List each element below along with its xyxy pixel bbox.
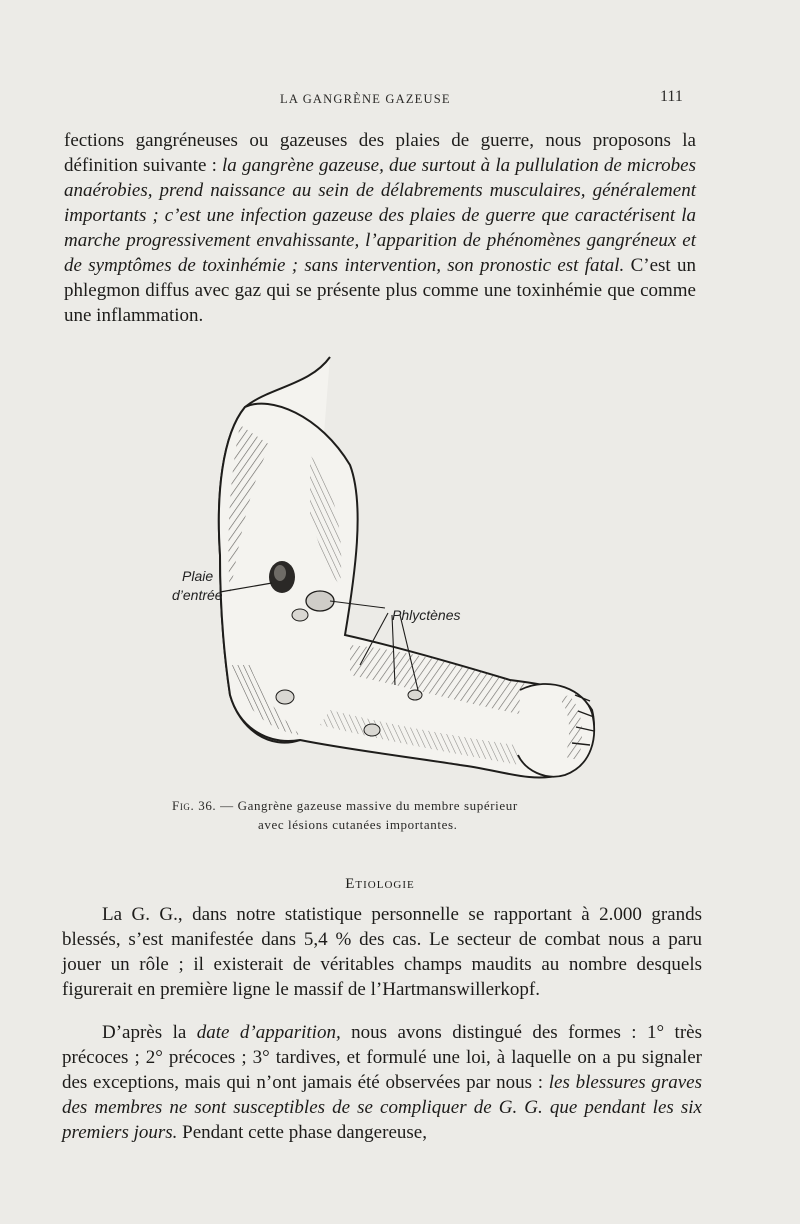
paragraph-onset: [62, 1020, 702, 1145]
caption-number: Fig. 36.: [172, 798, 217, 813]
page-number: 111: [660, 88, 683, 105]
paragraph-definition-italic: la gangrène gazeuse, due surtout à la pullulation de microbes anaérobies, prend naissance au sein de délabrements musculaires, généralement importants ; c’est une infection gazeuse des plaies de guerre que caractérisent la marche progressivement envahissante, l’apparition de phénomènes gangréneux et de symptômes de toxinhémie ; sans intervention, son pronostic est fatal.: [64, 155, 696, 276]
blister-1: [306, 591, 334, 611]
paragraph-onset-italic-1: date d’apparition,: [196, 1022, 341, 1043]
paragraph-statistics: La G. G., dans notre statistique personnelle se rapportant à 2.000 grands blessés, s’est manifestée dans 5,4 % des cas. Le secteur de combat nous a paru jouer un rôle ; il existerait de véritables champs maudits au nombre desquels figurerait en première ligne le massif de l’Hartmanswillerkopf.: [62, 904, 702, 1000]
label-wound-line1: Plaie: [182, 568, 214, 584]
paragraph-definition-text-1: fections gangréneuses ou gazeuses des plaies de guerre, nous proposons la définition suivante :: [64, 130, 696, 176]
blister-4: [364, 724, 380, 736]
running-head: LA GANGRÈNE GAZEUSE: [280, 92, 451, 106]
paragraph-onset-text-1: D’après la: [102, 1022, 197, 1043]
figure-arm-illustration: [160, 345, 620, 795]
paragraph-onset-text-2: nous avons distingué des formes : 1° très précoces ; 2° précoces ; 3° tardives, et formulé une loi, à laquelle on a pu signaler des exceptions, mais qui n’ont jamais été observées par nous :: [62, 1022, 702, 1093]
section-heading: Etiologie: [345, 876, 415, 892]
blister-3: [276, 690, 294, 704]
label-blisters: Phlyctènes: [392, 607, 461, 623]
figure-caption: [172, 796, 632, 834]
caption-dash: —: [216, 798, 238, 813]
paragraph-definition: [64, 128, 696, 328]
blister-2: [292, 609, 308, 621]
paragraph-onset-text-3: Pendant cette phase dangereuse,: [177, 1122, 427, 1143]
arm-drawing: [160, 345, 620, 795]
paragraph-onset-italic-2: les blessures graves des membres ne sont susceptibles de se compliquer de G. G. que pendant les six premiers jours.: [62, 1072, 703, 1143]
paragraph-definition-text-2: C’est un phlegmon diffus avec gaz qui se présente plus comme une toxinhémie que comme une inflammation.: [64, 255, 696, 326]
caption-line-1: Gangrène gazeuse massive du membre supérieur: [237, 798, 518, 813]
label-wound-line2: d’entrée: [172, 587, 223, 603]
caption-line-2: avec lésions cutanées importantes.: [258, 817, 458, 832]
blister-5: [408, 690, 422, 700]
